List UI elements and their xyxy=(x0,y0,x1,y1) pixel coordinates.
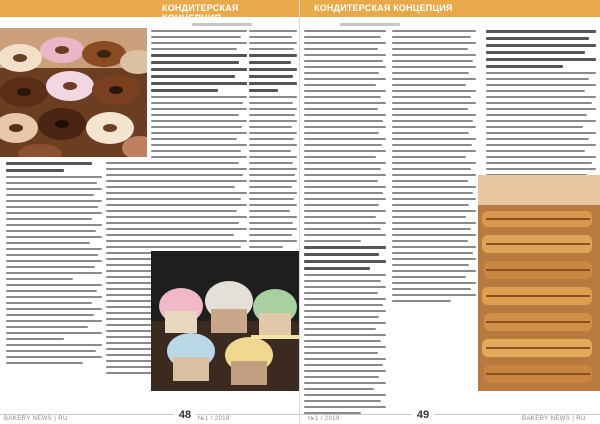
footer-issue: №1 / 2019 xyxy=(308,416,340,422)
text-column xyxy=(151,30,247,264)
cupcakes-illustration xyxy=(151,251,300,391)
header-title: КОНДИТЕРСКАЯ КОНЦЕПЦИЯ xyxy=(162,3,239,23)
text-column xyxy=(392,30,476,306)
header-title: КОНДИТЕРСКАЯ КОНЦЕПЦИЯ xyxy=(314,3,453,13)
footer-brand: BAKERY NEWS | RU xyxy=(4,416,68,422)
footer-rule xyxy=(300,414,600,415)
pastries-illustration xyxy=(478,175,600,391)
text-column xyxy=(6,162,102,368)
pastries-photo xyxy=(478,175,600,391)
page-number: 48 xyxy=(174,408,196,422)
text-column xyxy=(304,30,386,418)
footer-brand: BAKERY NEWS | RU xyxy=(522,416,586,422)
right-page xyxy=(300,0,600,424)
footer-rule xyxy=(0,414,300,415)
website-line xyxy=(340,20,400,29)
website-line xyxy=(192,20,252,29)
cupcakes-photo xyxy=(151,251,300,391)
footer-issue: №1 / 2019 xyxy=(198,416,230,422)
donuts-photo xyxy=(0,28,147,157)
text-column xyxy=(249,30,297,252)
page-number: 49 xyxy=(412,408,434,422)
donuts-illustration xyxy=(0,28,147,157)
